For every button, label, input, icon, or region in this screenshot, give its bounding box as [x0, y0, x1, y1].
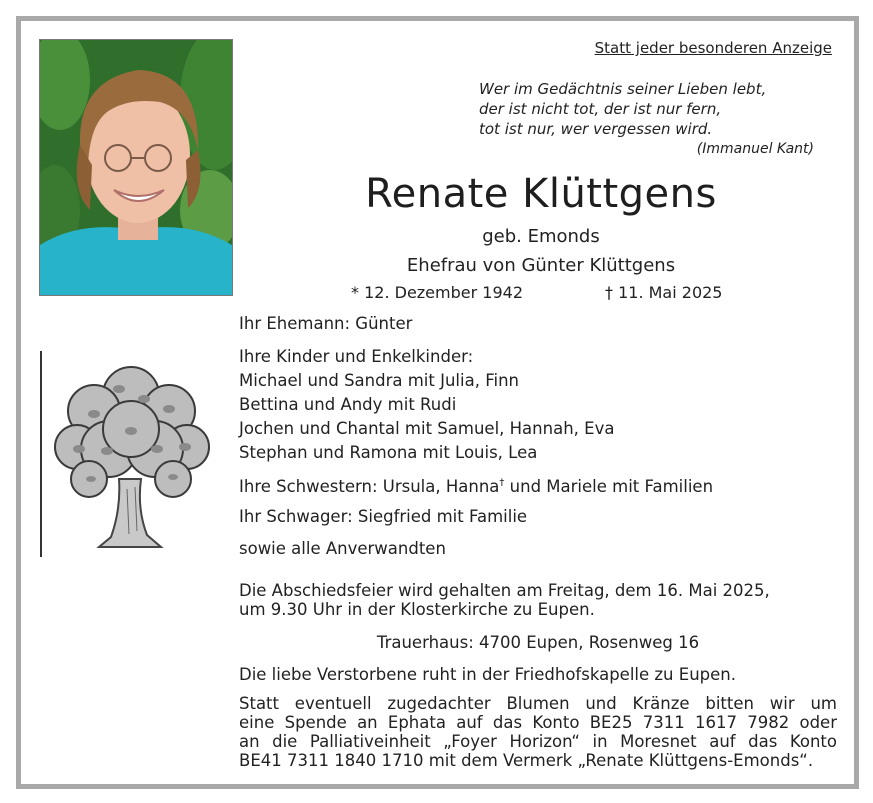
brother-in-law-line: Ihr Schwager: Siegfried mit Familie	[239, 507, 528, 526]
header-note: Statt jeder besonderen Anzeige	[594, 39, 832, 57]
relatives-line: sowie alle Anverwandten	[239, 539, 446, 558]
donation-line: BE41 7311 1840 1710 mit dem Vermerk „Renate Klüttgens-Emonds“.	[239, 751, 814, 770]
donation-line: an die Palliativeinheit „Foyer Horizon“ in Moresnet auf das Konto	[239, 732, 837, 751]
donation-text	[239, 694, 837, 770]
death-date: † 11. Mai 2025	[605, 283, 723, 302]
maiden-name: geb. Emonds	[482, 226, 600, 247]
resting-place: Die liebe Verstorbene ruht in der Friedhofskapelle zu Eupen.	[239, 665, 736, 684]
quote-line: Wer im Gedächtnis seiner Lieben lebt,	[479, 80, 767, 98]
child-line: Bettina und Andy mit Rudi	[239, 395, 457, 414]
sisters-text-end: und Mariele mit Familien	[504, 477, 714, 496]
child-line: Jochen und Chantal mit Samuel, Hannah, Eva	[239, 419, 615, 438]
children-block	[239, 345, 614, 465]
service-text	[239, 581, 837, 619]
tree-icon	[49, 359, 214, 558]
sisters-text: Ihre Schwestern: Ursula, Hanna	[239, 477, 500, 496]
service-line: um 9.30 Uhr in der Klosterkirche zu Eupen.	[239, 600, 595, 619]
donation-line: Statt eventuell zugedachter Blumen und Kränze bitten wir um	[239, 694, 837, 713]
donation-line: eine Spende an Ephata auf das Konto BE25 7311 1617 7982 oder	[239, 713, 837, 732]
sisters-line	[239, 477, 713, 496]
house-address: Trauerhaus: 4700 Eupen, Rosenweg 16	[376, 633, 700, 652]
husband-line: Ihr Ehemann: Günter	[239, 314, 413, 333]
quote	[479, 79, 766, 139]
quote-line: der ist nicht tot, der ist nur fern,	[479, 100, 722, 118]
deceased-name: Renate Klüttgens	[365, 171, 717, 217]
service-line: Die Abschiedsfeier wird gehalten am Freitag, dem 16. Mai 2025,	[239, 581, 770, 600]
birth-date: * 12. Dezember 1942	[351, 283, 523, 302]
obituary-frame	[16, 16, 859, 789]
child-line: Stephan und Ramona mit Louis, Lea	[239, 443, 538, 462]
quote-author: (Immanuel Kant)	[696, 141, 814, 157]
relation: Ehefrau von Günter Klüttgens	[406, 255, 676, 276]
child-line: Michael und Sandra mit Julia, Finn	[239, 371, 519, 390]
divider-line	[40, 351, 42, 557]
deceased-mark: †	[499, 477, 505, 489]
children-heading: Ihre Kinder und Enkelkinder:	[239, 347, 474, 366]
quote-line: tot ist nur, wer vergessen wird.	[479, 120, 713, 138]
portrait-photo	[39, 39, 233, 296]
